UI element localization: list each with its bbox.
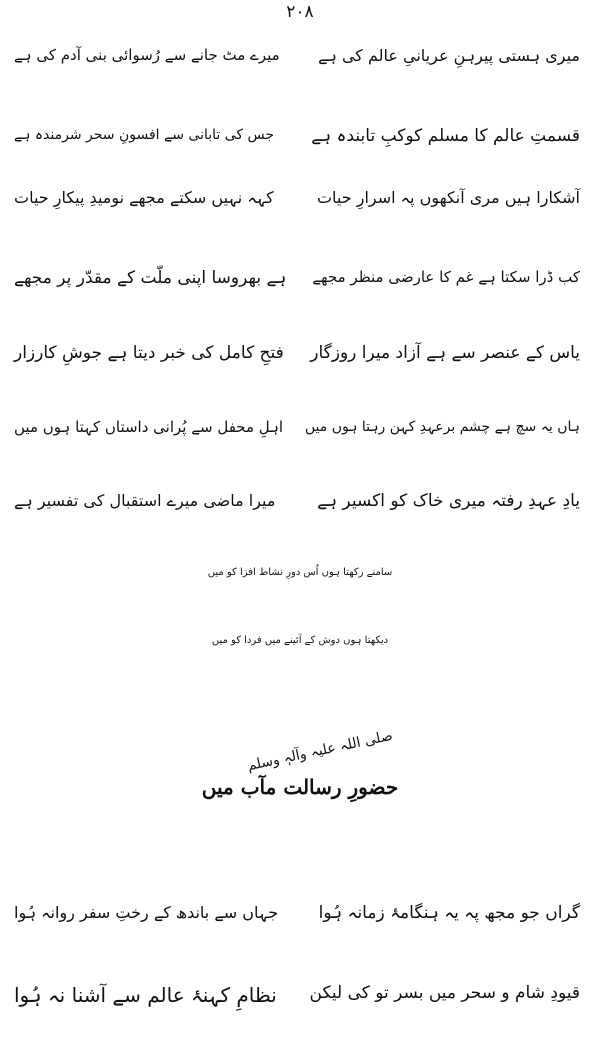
poem-title: حضورِ رسالت مآب میں <box>201 775 399 799</box>
verse-line: ہاں یہ سچ ہے چشم برعہدِ کہن رہتا ہوں میں <box>304 419 580 435</box>
verse-line-centered: سامنے رکھتا ہوں اُس دورِ نشاط افزا کو میں <box>207 567 393 578</box>
verse-line: میرا ماضی میرے استقبال کی تفسیر ہے <box>14 491 276 510</box>
verse-line: جس کی تابانی سے افسونِ سحر شرمندہ ہے <box>14 127 275 143</box>
verse-line: جہاں سے باندھ کے رختِ سفر روانہ ہُوا <box>14 903 279 922</box>
verse-line: کب ڈرا سکتا ہے غم کا عارضی منظر مجھے <box>312 268 580 286</box>
verse-line: گراں جو مجھ پہ یہ ہنگامۂ زمانہ ہُوا <box>318 903 580 923</box>
verse-line: ہے بھروسا اپنی ملّت کے مقدّر پر مجھے <box>14 268 287 288</box>
verse-line: فتحِ کامل کی خبر دیتا ہے جوشِ کارزار <box>14 343 284 363</box>
poem-heading <box>0 727 600 855</box>
verse-line: قسمتِ عالم کا مسلم کوکبِ تابندہ ہے <box>311 126 580 146</box>
verse-line-centered: دیکھتا ہوں دوش کے آئینے میں فردا کو میں <box>211 635 389 646</box>
verse-line: یادِ عہدِ رفتہ میری خاک کو اکسیر ہے <box>317 491 580 511</box>
honorific-calligraphy: صلی اللہ علیہ وآلہٖ وسلم <box>245 727 395 775</box>
verse-line: اہلِ محفل سے پُرانی داستاں کہتا ہوں میں <box>14 418 284 436</box>
verse-line: نظامِ کہنۂ عالم سے آشنا نہ ہُوا <box>14 983 277 1007</box>
page-number: ۲۰۸ <box>286 2 314 22</box>
verse-line: کہہ نہیں سکتے مجھے نومیدِ پیکارِ حیات <box>14 188 274 207</box>
verse-line: میرے مٹ جانے سے رُسوائی بنی آدم کی ہے <box>14 46 280 64</box>
verse-line: میری ہستی پیرہنِ عریانیِ عالم کی ہے <box>318 46 580 65</box>
verse-line: قیودِ شام و سحر میں بسر تو کی لیکن <box>309 983 580 1003</box>
verse-line: یاس کے عنصر سے ہے آزاد میرا روزگار <box>310 343 580 363</box>
verse-line: آشکارا ہیں مری آنکھوں پہ اسرارِ حیات <box>316 188 580 207</box>
